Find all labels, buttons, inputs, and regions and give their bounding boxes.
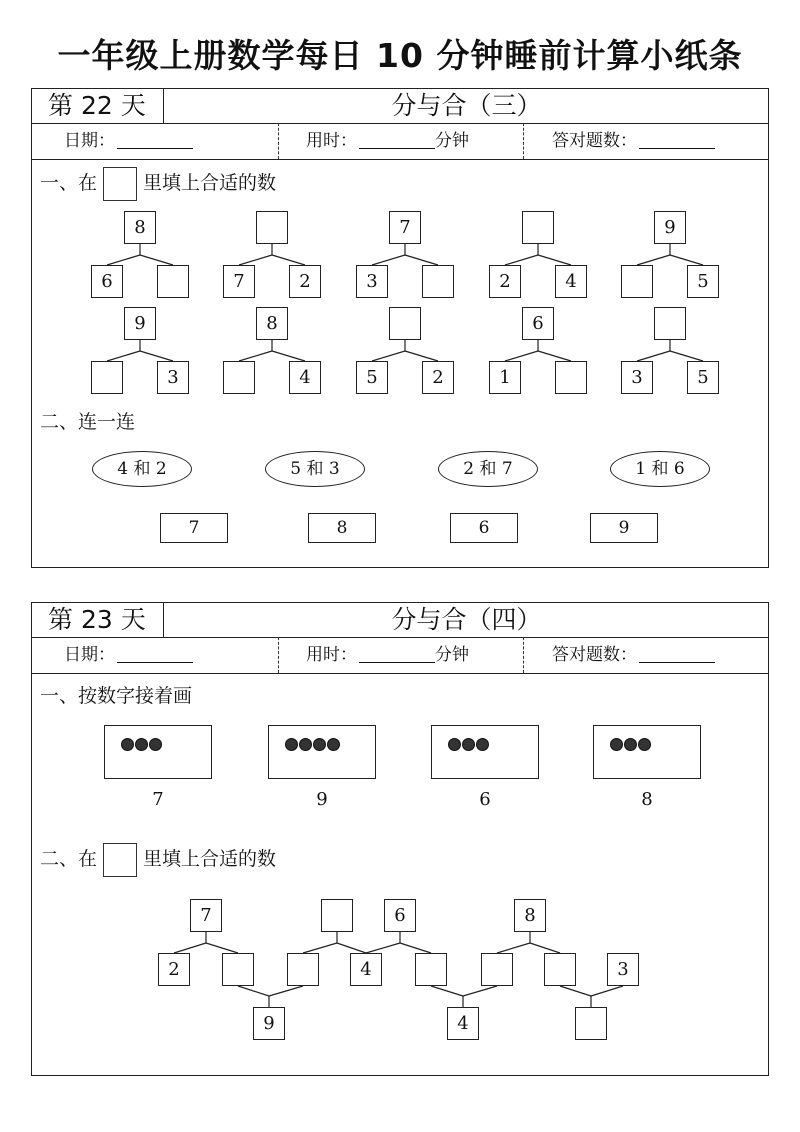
connector-line xyxy=(463,986,497,996)
connector-line xyxy=(140,255,173,265)
minute-label: 分钟 xyxy=(435,131,469,151)
chain-bottom-box[interactable]: 9 xyxy=(253,1007,285,1040)
connector-line xyxy=(238,986,269,996)
connector-line xyxy=(372,351,405,361)
connector-line xyxy=(269,986,303,996)
connector-line xyxy=(505,255,538,265)
bond-part-box[interactable]: 7 xyxy=(223,265,255,298)
chain-mid-box[interactable] xyxy=(415,953,447,986)
connector-line xyxy=(637,255,670,265)
bond-part-box[interactable] xyxy=(91,361,123,394)
bond-part-box[interactable]: 6 xyxy=(91,265,123,298)
chain-mid-box[interactable]: 3 xyxy=(607,953,639,986)
connector-line xyxy=(272,255,305,265)
section-prefix: 一、在 xyxy=(40,172,98,194)
connector-line xyxy=(206,943,238,953)
sheet-title: 分与合（四） xyxy=(391,605,542,634)
bond-total-box[interactable]: 9 xyxy=(124,307,156,340)
connector-line xyxy=(538,255,571,265)
correct-label: 答对题数： xyxy=(552,131,637,151)
connector-line xyxy=(140,351,173,361)
minute-label: 分钟 xyxy=(435,645,469,665)
target-number: 8 xyxy=(641,789,653,810)
section-suffix: 里填上合适的数 xyxy=(143,172,277,194)
target-number: 7 xyxy=(152,789,164,810)
chain-mid-box[interactable]: 2 xyxy=(158,953,190,986)
connector-line xyxy=(372,255,405,265)
worksheet-day-23 xyxy=(31,602,769,1076)
bond-part-box[interactable]: 2 xyxy=(422,361,454,394)
connector-line xyxy=(303,943,337,953)
section-1-heading: 一、按数字接着画 xyxy=(40,685,193,707)
chain-mid-box[interactable] xyxy=(287,953,319,986)
chain-top-box[interactable]: 6 xyxy=(384,899,416,932)
worksheet-day-22 xyxy=(31,88,769,568)
sum-box[interactable]: 8 xyxy=(308,513,376,543)
bond-total-box[interactable]: 6 xyxy=(522,307,554,340)
chain-mid-box[interactable]: 4 xyxy=(350,953,382,986)
pair-oval[interactable]: 4 和 2 xyxy=(92,451,192,487)
bond-part-box[interactable] xyxy=(621,265,653,298)
bond-part-box[interactable] xyxy=(157,265,189,298)
bond-total-box[interactable] xyxy=(256,211,288,244)
connector-line xyxy=(538,351,571,361)
connector-line xyxy=(107,255,140,265)
connector-line xyxy=(107,351,140,361)
bond-part-box[interactable] xyxy=(555,361,587,394)
chain-top-box[interactable]: 8 xyxy=(514,899,546,932)
chain-mid-box[interactable] xyxy=(544,953,576,986)
pair-oval[interactable]: 5 和 3 xyxy=(265,451,365,487)
time-label: 用时： xyxy=(306,645,357,665)
date-label: 日期： xyxy=(64,645,115,665)
bond-part-box[interactable]: 5 xyxy=(356,361,388,394)
bond-total-box[interactable]: 9 xyxy=(654,211,686,244)
connector-line xyxy=(337,943,366,953)
connector-line xyxy=(405,351,438,361)
connector-line xyxy=(239,255,272,265)
connector-line xyxy=(637,351,670,361)
bond-part-box[interactable]: 1 xyxy=(489,361,521,394)
chain-top-box[interactable]: 7 xyxy=(190,899,222,932)
target-number: 9 xyxy=(316,789,328,810)
time-label: 用时： xyxy=(306,131,357,151)
connector-line xyxy=(431,986,463,996)
connector-line xyxy=(400,943,431,953)
pair-oval[interactable]: 2 和 7 xyxy=(438,451,538,487)
bond-part-box[interactable]: 4 xyxy=(289,361,321,394)
bond-part-box[interactable] xyxy=(223,361,255,394)
bond-part-box[interactable]: 3 xyxy=(356,265,388,298)
bond-total-box[interactable] xyxy=(522,211,554,244)
chain-mid-box[interactable] xyxy=(222,953,254,986)
bond-total-box[interactable]: 7 xyxy=(389,211,421,244)
bond-total-box[interactable] xyxy=(389,307,421,340)
section-2-heading: 二、连一连 xyxy=(40,411,136,433)
pair-oval[interactable]: 1 和 6 xyxy=(610,451,710,487)
bond-part-box[interactable] xyxy=(422,265,454,298)
chain-mid-box[interactable] xyxy=(481,953,513,986)
connector-line xyxy=(174,943,206,953)
correct-label: 答对题数： xyxy=(552,645,637,665)
bond-part-box[interactable]: 3 xyxy=(157,361,189,394)
bond-part-box[interactable]: 4 xyxy=(555,265,587,298)
section-prefix: 二、在 xyxy=(40,848,98,870)
sum-box[interactable]: 9 xyxy=(590,513,658,543)
connector-line xyxy=(670,255,703,265)
chain-bottom-box[interactable] xyxy=(575,1007,607,1040)
bond-part-box[interactable]: 5 xyxy=(687,361,719,394)
bond-total-box[interactable]: 8 xyxy=(256,307,288,340)
connector-lines xyxy=(32,89,768,409)
sum-box[interactable]: 7 xyxy=(160,513,228,543)
bond-part-box[interactable]: 2 xyxy=(289,265,321,298)
bond-part-box[interactable]: 5 xyxy=(687,265,719,298)
connector-line xyxy=(591,986,623,996)
chain-bottom-box[interactable]: 4 xyxy=(447,1007,479,1040)
bond-part-box[interactable]: 3 xyxy=(621,361,653,394)
chain-top-box[interactable] xyxy=(321,899,353,932)
connector-line xyxy=(497,943,530,953)
bond-part-box[interactable]: 2 xyxy=(489,265,521,298)
target-number: 6 xyxy=(479,789,491,810)
sum-box[interactable]: 6 xyxy=(450,513,518,543)
connector-line xyxy=(366,943,400,953)
page-title: 一年级上册数学每日 10 分钟睡前计算小纸条 xyxy=(57,36,743,75)
connector-line xyxy=(505,351,538,361)
bond-total-box[interactable]: 8 xyxy=(124,211,156,244)
connector-line xyxy=(560,986,591,996)
connector-line xyxy=(405,255,438,265)
section-suffix: 里填上合适的数 xyxy=(143,848,277,870)
day-label: 第 23 天 xyxy=(32,603,164,637)
connector-line xyxy=(272,351,305,361)
bond-total-box[interactable] xyxy=(654,307,686,340)
date-label: 日期： xyxy=(64,131,115,151)
connector-line xyxy=(530,943,560,953)
connector-line xyxy=(239,351,272,361)
sheet-title: 分与合（三） xyxy=(391,91,542,120)
day-label: 第 22 天 xyxy=(32,89,164,123)
connector-lines xyxy=(32,603,768,1077)
connector-line xyxy=(670,351,703,361)
